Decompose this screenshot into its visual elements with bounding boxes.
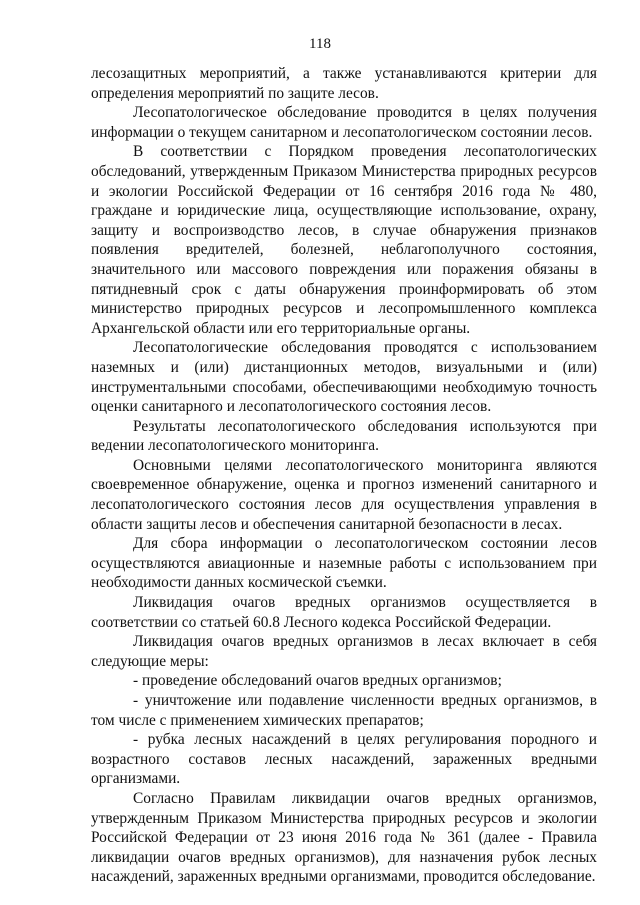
paragraph: Лесопатологические обследования проводятся с использованием наземных и (или) дистанционных методов, визуальными и (или) инструментальными способами, обеспечивающими необходимую точность оценки санитарного и лесопатологического состояния лесов.	[91, 339, 597, 416]
paragraph: Для сбора информации о лесопатологическом состоянии лесов осуществляются авиационные и наземные работы с использованием при необходимости данных космической съемки.	[91, 535, 597, 592]
list-item: - рубка лесных насаждений в целях регулирования породного и возрастного составов лесных насаждений, зараженных вредными организмами.	[91, 731, 597, 788]
paragraph: В соответствии с Порядком проведения лесопатологических обследований, утвержденным Приказом Министерства природных ресурсов и экологии Российской Федерации от 16 сентября 2016 года № 480, граждане и юридические лица, осуществляющие использование, охрану, защиту и воспроизводство лесов, в случае обнаружения признаков появления вредителей, болезней, неблагополучного состояния, значительного или массового повреждения или поражения обязаны в пятидневный срок с даты обнаружения проинформировать об этом министерство природных ресурсов и лесопромышленного комплекса Архангельской области или его территориальные органы.	[91, 143, 597, 337]
paragraph-continuation: лесозащитных мероприятий, а также устанавливаются критерии для определения мероприятий по защите лесов.	[91, 65, 597, 102]
paragraph: Лесопатологическое обследование проводится в целях получения информации о текущем санитарном и лесопатологическом состоянии лесов.	[91, 104, 597, 141]
paragraph: Ликвидация очагов вредных организмов в лесах включает в себя следующие меры:	[91, 633, 597, 670]
paragraph: Результаты лесопатологического обследования используются при ведении лесопатологического мониторинга.	[91, 417, 597, 455]
paragraph: Согласно Правилам ликвидации очагов вредных организмов, утвержденным Приказом Министерства природных ресурсов и экологии Российской Федерации от 23 июня 2016 года № 361 (далее - Правила ликвидации очагов вредных организмов), для назначения рубок лесных насаждений, зараженных вредными организмами, проводится обследование.	[91, 789, 597, 886]
document-body	[91, 64, 597, 887]
page-number: 118	[309, 36, 331, 52]
paragraph: Ликвидация очагов вредных организмов осуществляется в соответствии со статьей 60.8 Лесного кодекса Российской Федерации.	[91, 594, 597, 631]
list-item: - уничтожение или подавление численности вредных организмов, в том числе с применением химических препаратов;	[91, 692, 597, 729]
paragraph: Основными целями лесопатологического мониторинга являются своевременное обнаружение, оценка и прогноз изменений санитарного и лесопатологического состояния лесов для осуществления управления в области защиты лесов и обеспечения санитарной безопасности в лесах.	[91, 456, 597, 533]
list-item: - проведение обследований очагов вредных организмов;	[133, 672, 502, 690]
